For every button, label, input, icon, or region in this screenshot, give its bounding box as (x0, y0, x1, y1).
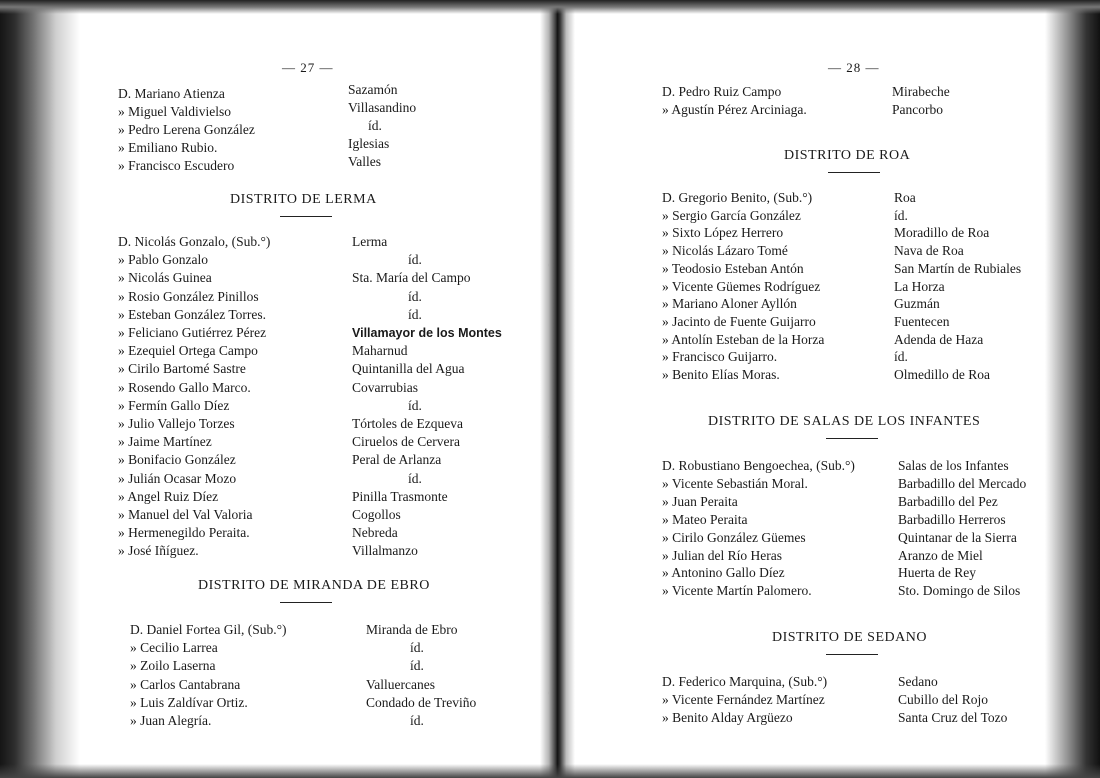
section-heading: DISTRITO DE MIRANDA DE EBRO (198, 578, 430, 593)
entry-name: » Jaime Martínez (118, 434, 212, 450)
entry-name: » Cirilo Bartomé Sastre (118, 361, 246, 377)
entry-place: Valles (348, 154, 381, 169)
entry-place: Barbadillo Herreros (898, 511, 1006, 527)
entry-place: Villalmanzo (352, 543, 418, 559)
entry-place: íd. (408, 288, 422, 304)
scan-edge-top (0, 0, 1100, 14)
heading-rule (826, 654, 878, 655)
entry-name: » Vicente Fernández Martínez (662, 691, 825, 707)
entry-place: íd. (408, 306, 422, 322)
entry-place: Guzmán (894, 296, 940, 312)
entry-name: D. Pedro Ruiz Campo (662, 84, 782, 99)
scan-edge-right (1045, 0, 1100, 778)
entry-name: » Juan Peraita (662, 493, 738, 509)
entry-name: » Nicolás Lázaro Tomé (662, 243, 788, 259)
entry-place: Olmedillo de Roa (894, 367, 990, 382)
entry-place: íd. (408, 397, 422, 413)
entry-name: » Cirilo González Güemes (662, 529, 806, 545)
section-heading: DISTRITO DE LERMA (230, 192, 377, 207)
entry-name: » Bonifacio González (118, 452, 236, 468)
entry-name: » Pedro Lerena González (118, 122, 255, 137)
entry-place: íd. (894, 349, 908, 365)
entry-place: Sto. Domingo de Silos (898, 583, 1021, 599)
entry-name: » Antonino Gallo Díez (662, 565, 785, 581)
entry-place: íd. (408, 470, 422, 486)
entry-name: » Rosendo Gallo Marco. (118, 379, 251, 395)
entry-place: Huerta de Rey (898, 565, 976, 581)
entry-place: Moradillo de Roa (894, 225, 990, 241)
entry-place: Nava de Roa (894, 243, 964, 259)
entry-name: D. Mariano Atienza (118, 86, 225, 101)
entry-place: Tórtoles de Ezqueva (352, 416, 463, 431)
entry-place: Mirabeche (892, 84, 950, 99)
heading-rule (280, 602, 332, 603)
entry-name: » Luis Zaldívar Ortiz. (130, 694, 248, 710)
entry-place: Sedano (898, 674, 938, 689)
entry-name: » Sergio García González (662, 207, 801, 223)
entry-name: » Agustín Pérez Arciniaga. (662, 102, 807, 117)
entry-place: Quintanar de la Sierra (898, 529, 1017, 545)
entry-place: Sazamón (348, 82, 398, 97)
entry-place: Ciruelos de Cervera (352, 434, 460, 450)
entry-name: » Mariano Aloner Ayllón (662, 296, 797, 312)
entry-place: Santa Cruz del Tozo (898, 709, 1008, 725)
entry-place: íd. (894, 207, 908, 223)
entry-name: D. Daniel Fortea Gil, (Sub.°) (130, 622, 287, 637)
entry-name: » Vicente Güemes Rodríguez (662, 278, 821, 294)
entry-name: D. Federico Marquina, (Sub.°) (662, 674, 828, 689)
entry-place: íd. (368, 118, 382, 133)
entry-place: Quintanilla del Agua (352, 361, 465, 377)
section-heading: DISTRITO DE ROA (784, 148, 911, 163)
entry-name: » Rosio González Pinillos (118, 288, 259, 304)
entry-place: íd. (410, 640, 424, 656)
entry-place: Cogollos (352, 507, 401, 522)
entry-place: Pancorbo (892, 102, 943, 117)
entry-name: » Manuel del Val Valoria (118, 507, 253, 522)
entry-name: D. Gregorio Benito, (Sub.°) (662, 190, 813, 205)
entry-place: Adenda de Haza (894, 331, 984, 347)
entry-place: Sta. María del Campo (352, 270, 471, 286)
section-heading: DISTRITO DE SALAS DE LOS INFANTES (708, 414, 981, 429)
entry-name: » Sixto López Herrero (662, 225, 784, 241)
entry-name: » José Iñíguez. (118, 543, 199, 559)
right-page (560, 0, 1100, 778)
entry-name: » Benito Alday Argüezo (662, 709, 793, 725)
entry-name: » Pablo Gonzalo (118, 252, 208, 268)
page-number: — 27 — (282, 60, 334, 75)
entry-place: Lerma (352, 234, 388, 249)
entry-name: » Teodosio Esteban Antón (662, 260, 804, 276)
entry-name: » Zoilo Laserna (130, 658, 216, 674)
entry-place: La Horza (894, 278, 945, 294)
entry-place: San Martín de Rubiales (894, 260, 1022, 276)
heading-rule (828, 172, 880, 173)
entry-name: » Vicente Martín Palomero. (662, 583, 812, 599)
entry-place: Roa (894, 190, 916, 205)
entry-name: D. Robustiano Bengoechea, (Sub.°) (662, 458, 855, 473)
entry-place: Condado de Treviño (366, 694, 477, 710)
entry-name: » Francisco Guijarro. (662, 349, 778, 365)
entry-name: » Julián Ocasar Mozo (118, 470, 237, 486)
entry-name: » Nicolás Guinea (118, 270, 212, 286)
entry-place: Aranzo de Miel (898, 547, 983, 563)
entry-place: Valluercanes (366, 676, 435, 692)
entry-place: Miranda de Ebro (366, 622, 458, 637)
entry-place: Fuentecen (894, 313, 950, 329)
entry-name: » Angel Ruiz Díez (118, 488, 219, 504)
entry-name: » Jacinto de Fuente Guijarro (662, 313, 816, 329)
entry-name: » Miguel Valdivielso (118, 104, 231, 119)
entry-name: » Ezequiel Ortega Campo (118, 343, 258, 359)
entry-name: » Emiliano Rubio. (118, 140, 218, 155)
entry-place: íd. (410, 658, 424, 674)
entry-name: » Esteban González Torres. (118, 306, 266, 322)
entry-name: » Benito Elías Moras. (662, 367, 780, 382)
entry-place: Covarrubias (352, 379, 418, 395)
entry-place: íd. (410, 713, 424, 728)
entry-name: » Juan Alegría. (130, 713, 212, 728)
entry-place: íd. (408, 252, 422, 268)
scan-edge-bottom (0, 764, 1100, 778)
entry-name: » Hermenegildo Peraita. (118, 525, 250, 541)
section-heading: DISTRITO DE SEDANO (772, 630, 927, 645)
heading-rule (826, 438, 878, 439)
entry-name: » Julian del Río Heras (662, 547, 782, 563)
entry-name: » Feliciano Gutiérrez Pérez (118, 325, 267, 340)
scan-edge-left (0, 0, 80, 778)
entry-name: » Carlos Cantabrana (130, 676, 241, 692)
entry-place: Salas de los Infantes (898, 458, 1009, 473)
entry-place: Pinilla Trasmonte (352, 488, 448, 504)
entry-name: » Julio Vallejo Torzes (118, 416, 235, 431)
entry-name: D. Nicolás Gonzalo, (Sub.°) (118, 234, 271, 249)
entry-place: Villasandino (348, 100, 417, 115)
entry-name: » Antolín Esteban de la Horza (662, 331, 825, 347)
entry-place: Villamayor de los Montes (352, 326, 502, 340)
entry-name: » Fermín Gallo Díez (118, 397, 230, 413)
entry-name: » Cecilio Larrea (130, 640, 218, 656)
page-number: — 28 — (828, 60, 880, 75)
entry-place: Iglesias (348, 136, 390, 151)
entry-place: Barbadillo del Mercado (898, 475, 1027, 491)
entry-place: Maharnud (352, 343, 408, 359)
heading-rule (280, 216, 332, 217)
entry-place: Nebreda (352, 525, 398, 541)
entry-name: » Mateo Peraita (662, 511, 748, 527)
entry-name: » Francisco Escudero (118, 158, 235, 173)
entry-name: » Vicente Sebastián Moral. (662, 475, 808, 491)
entry-place: Peral de Arlanza (352, 452, 442, 468)
entry-place: Barbadillo del Pez (898, 493, 998, 509)
book-gutter (540, 0, 575, 778)
entry-place: Cubillo del Rojo (898, 691, 989, 707)
